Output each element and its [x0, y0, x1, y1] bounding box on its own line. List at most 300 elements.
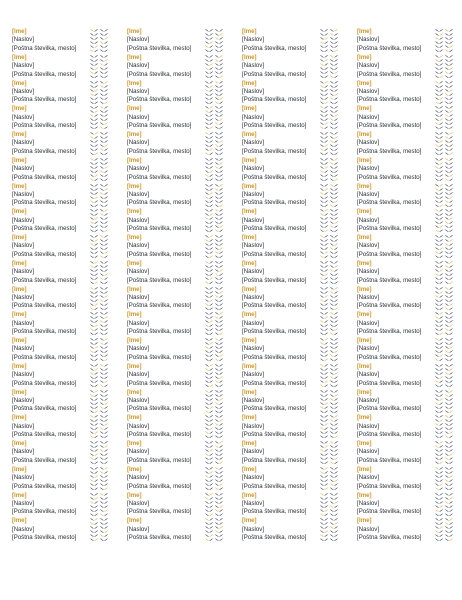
dark-leaf-icon [445, 291, 449, 294]
label-name: [Ime] [12, 491, 27, 499]
dark-leaf-icon [205, 493, 209, 496]
address-label [357, 337, 462, 363]
dark-leaf-icon [90, 269, 94, 272]
dark-leaf-icon [435, 475, 439, 478]
leaf-chevron-pattern-icon [204, 234, 224, 260]
label-city: [Poštna številka, mesto] [127, 353, 192, 361]
dark-leaf-icon [104, 479, 108, 482]
dark-leaf-icon [445, 505, 449, 508]
label-address: [Naslov] [12, 371, 35, 379]
dark-leaf-icon [215, 226, 219, 229]
dark-leaf-icon [209, 71, 213, 74]
label-city: [Poštna številka, mesto] [242, 353, 307, 361]
dark-leaf-icon [435, 93, 439, 96]
dark-leaf-icon [104, 49, 108, 52]
dark-leaf-icon [104, 329, 108, 332]
dark-leaf-icon [330, 390, 334, 393]
dark-leaf-icon [320, 461, 324, 464]
dark-leaf-icon [334, 467, 338, 470]
label-text [12, 337, 92, 362]
leaf-chevron-pattern-icon [204, 389, 224, 415]
gold-leaf-icon [215, 358, 219, 361]
dark-leaf-icon [104, 269, 108, 272]
dark-leaf-icon [209, 376, 213, 379]
dark-leaf-icon [90, 471, 94, 474]
gold-leaf-icon [209, 148, 213, 151]
label-text [127, 466, 207, 491]
dark-leaf-icon [205, 295, 209, 298]
gold-leaf-icon [104, 402, 108, 405]
gold-leaf-icon [209, 449, 213, 452]
gold-leaf-icon [445, 307, 449, 310]
dark-leaf-icon [215, 45, 219, 48]
leaf-chevron-pattern-icon [204, 157, 224, 183]
dark-leaf-icon [219, 123, 223, 126]
dark-leaf-icon [94, 123, 98, 126]
dark-leaf-icon [330, 518, 334, 521]
label-text [127, 414, 207, 439]
gold-leaf-icon [435, 251, 439, 254]
dark-leaf-icon [219, 402, 223, 405]
dark-leaf-icon [324, 539, 328, 542]
gold-leaf-icon [90, 350, 94, 353]
address-label [127, 311, 241, 337]
dark-leaf-icon [445, 316, 449, 319]
label-address: [Naslov] [127, 448, 150, 456]
dark-leaf-icon [334, 483, 338, 486]
dark-leaf-icon [324, 29, 328, 32]
dark-leaf-icon [330, 239, 334, 242]
dark-leaf-icon [209, 509, 213, 512]
label-address: [Naslov] [357, 113, 380, 121]
dark-leaf-icon [439, 329, 443, 332]
dark-leaf-icon [324, 85, 328, 88]
dark-leaf-icon [439, 457, 443, 460]
leaf-chevron-pattern-icon [434, 54, 454, 80]
gold-leaf-icon [449, 239, 453, 242]
gold-leaf-icon [90, 436, 94, 439]
gold-leaf-icon [94, 218, 98, 221]
address-label [242, 105, 356, 131]
dark-leaf-icon [90, 140, 94, 143]
dark-leaf-icon [90, 432, 94, 435]
gold-leaf-icon [104, 251, 108, 254]
dark-leaf-icon [104, 501, 108, 504]
dark-leaf-icon [90, 273, 94, 276]
gold-leaf-icon [330, 162, 334, 165]
dark-leaf-icon [90, 303, 94, 306]
label-name: [Ime] [12, 337, 27, 344]
dark-leaf-icon [445, 110, 449, 113]
dark-leaf-icon [435, 29, 439, 32]
dark-leaf-icon [445, 321, 449, 324]
address-label [357, 105, 462, 131]
label-name: [Ime] [242, 414, 257, 422]
dark-leaf-icon [334, 364, 338, 367]
dark-leaf-icon [205, 33, 209, 36]
address-label [357, 260, 462, 286]
dark-leaf-icon [449, 33, 453, 36]
label-text [357, 286, 437, 311]
dark-leaf-icon [100, 531, 104, 534]
gold-leaf-icon [104, 273, 108, 276]
dark-leaf-icon [104, 303, 108, 306]
leaf-chevron-pattern-icon [89, 286, 109, 312]
dark-leaf-icon [320, 415, 324, 418]
dark-leaf-icon [215, 518, 219, 521]
label-name: [Ime] [12, 105, 27, 113]
gold-leaf-icon [100, 428, 104, 431]
dark-leaf-icon [449, 535, 453, 538]
dark-leaf-icon [90, 170, 94, 173]
dark-leaf-icon [330, 196, 334, 199]
gold-leaf-icon [104, 531, 108, 534]
label-text [357, 183, 437, 208]
label-city: [Poštna številka, mesto] [127, 122, 192, 130]
dark-leaf-icon [209, 329, 213, 332]
dark-leaf-icon [219, 303, 223, 306]
dark-leaf-icon [219, 394, 223, 397]
dark-leaf-icon [324, 132, 328, 135]
gold-leaf-icon [449, 152, 453, 155]
dark-leaf-icon [100, 218, 104, 221]
dark-leaf-icon [445, 33, 449, 36]
dark-leaf-icon [330, 471, 334, 474]
label-text [357, 157, 437, 182]
dark-leaf-icon [94, 200, 98, 203]
dark-leaf-icon [219, 261, 223, 264]
dark-leaf-icon [100, 140, 104, 143]
dark-leaf-icon [215, 162, 219, 165]
gold-leaf-icon [439, 291, 443, 294]
label-text [242, 157, 322, 182]
leaf-chevron-pattern-icon [89, 105, 109, 131]
dark-leaf-icon [334, 358, 338, 361]
label-name: [Ime] [242, 440, 257, 447]
address-label [127, 260, 241, 286]
dark-leaf-icon [90, 342, 94, 345]
dark-leaf-icon [100, 132, 104, 135]
address-label [242, 54, 356, 80]
label-city: [Poštna številka, mesto] [242, 534, 307, 542]
dark-leaf-icon [445, 471, 449, 474]
dark-leaf-icon [324, 449, 328, 452]
dark-leaf-icon [215, 75, 219, 78]
dark-leaf-icon [94, 402, 98, 405]
dark-leaf-icon [449, 269, 453, 272]
gold-leaf-icon [439, 333, 443, 336]
dark-leaf-icon [449, 364, 453, 367]
dark-leaf-icon [100, 467, 104, 470]
dark-leaf-icon [104, 483, 108, 486]
dark-leaf-icon [205, 273, 209, 276]
dark-leaf-icon [334, 81, 338, 84]
dark-leaf-icon [435, 222, 439, 225]
dark-leaf-icon [445, 213, 449, 216]
dark-leaf-icon [90, 445, 94, 448]
dark-leaf-icon [90, 45, 94, 48]
label-text [357, 389, 437, 414]
dark-leaf-icon [334, 527, 338, 530]
dark-leaf-icon [320, 390, 324, 393]
label-text [357, 363, 437, 388]
label-address: [Naslov] [242, 165, 265, 173]
dark-leaf-icon [324, 33, 328, 36]
dark-leaf-icon [439, 106, 443, 109]
dark-leaf-icon [100, 184, 104, 187]
dark-leaf-icon [215, 196, 219, 199]
dark-leaf-icon [90, 89, 94, 92]
dark-leaf-icon [439, 303, 443, 306]
dark-leaf-icon [205, 487, 209, 490]
leaf-chevron-pattern-icon [89, 54, 109, 80]
address-label [127, 492, 241, 518]
dark-leaf-icon [104, 453, 108, 456]
dark-leaf-icon [100, 436, 104, 439]
label-name: [Ime] [127, 311, 142, 319]
dark-leaf-icon [449, 376, 453, 379]
address-label [12, 389, 126, 415]
dark-leaf-icon [334, 291, 338, 294]
dark-leaf-icon [219, 424, 223, 427]
dark-leaf-icon [100, 119, 104, 122]
gold-leaf-icon [324, 209, 328, 212]
dark-leaf-icon [439, 209, 443, 212]
label-text [242, 389, 322, 414]
dark-leaf-icon [439, 218, 443, 221]
dark-leaf-icon [334, 505, 338, 508]
dark-leaf-icon [219, 255, 223, 258]
leaf-chevron-pattern-icon [434, 517, 454, 543]
gold-leaf-icon [94, 475, 98, 478]
dark-leaf-icon [449, 144, 453, 147]
label-name: [Ime] [127, 28, 142, 35]
dark-leaf-icon [435, 321, 439, 324]
gold-leaf-icon [209, 342, 213, 345]
dark-leaf-icon [209, 269, 213, 272]
address-label [242, 157, 356, 183]
address-label [12, 105, 126, 131]
dark-leaf-icon [445, 380, 449, 383]
dark-leaf-icon [435, 97, 439, 100]
dark-leaf-icon [209, 531, 213, 534]
dark-leaf-icon [219, 106, 223, 109]
gold-leaf-icon [330, 33, 334, 36]
label-city: [Poštna številka, mesto] [357, 173, 422, 181]
dark-leaf-icon [94, 63, 98, 66]
dark-leaf-icon [209, 539, 213, 542]
dark-leaf-icon [100, 123, 104, 126]
dark-leaf-icon [445, 410, 449, 413]
label-city: [Poštna številka, mesto] [127, 379, 192, 387]
dark-leaf-icon [205, 394, 209, 397]
dark-leaf-icon [439, 85, 443, 88]
dark-leaf-icon [90, 358, 94, 361]
dark-leaf-icon [219, 321, 223, 324]
gold-leaf-icon [320, 321, 324, 324]
dark-leaf-icon [100, 307, 104, 310]
dark-leaf-icon [104, 67, 108, 70]
dark-leaf-icon [449, 428, 453, 431]
dark-leaf-icon [334, 67, 338, 70]
dark-leaf-icon [439, 265, 443, 268]
dark-leaf-icon [334, 273, 338, 276]
dark-leaf-icon [324, 475, 328, 478]
dark-leaf-icon [320, 152, 324, 155]
dark-leaf-icon [104, 461, 108, 464]
dark-leaf-icon [330, 475, 334, 478]
gold-leaf-icon [205, 346, 209, 349]
dark-leaf-icon [334, 123, 338, 126]
gold-leaf-icon [334, 222, 338, 225]
dark-leaf-icon [324, 162, 328, 165]
dark-leaf-icon [320, 316, 324, 319]
label-name: [Ime] [127, 465, 142, 473]
dark-leaf-icon [330, 497, 334, 500]
dark-leaf-icon [104, 539, 108, 542]
dark-leaf-icon [104, 265, 108, 268]
gold-leaf-icon [215, 531, 219, 534]
label-city: [Poštna številka, mesto] [127, 96, 192, 104]
dark-leaf-icon [334, 312, 338, 315]
dark-leaf-icon [94, 350, 98, 353]
label-city: [Poštna številka, mesto] [242, 508, 307, 516]
label-name: [Ime] [357, 182, 372, 190]
gold-leaf-icon [205, 497, 209, 500]
gold-leaf-icon [90, 501, 94, 504]
dark-leaf-icon [104, 235, 108, 238]
dark-leaf-icon [330, 218, 334, 221]
label-city: [Poštna številka, mesto] [357, 379, 422, 387]
dark-leaf-icon [334, 269, 338, 272]
dark-leaf-icon [320, 75, 324, 78]
dark-leaf-icon [219, 295, 223, 298]
dark-leaf-icon [104, 204, 108, 207]
dark-leaf-icon [219, 93, 223, 96]
label-name: [Ime] [127, 131, 142, 138]
dark-leaf-icon [215, 449, 219, 452]
address-label [357, 311, 462, 337]
dark-leaf-icon [215, 419, 219, 422]
gold-leaf-icon [219, 119, 223, 122]
gold-leaf-icon [215, 251, 219, 254]
gold-leaf-icon [100, 384, 104, 387]
dark-leaf-icon [219, 436, 223, 439]
dark-leaf-icon [445, 140, 449, 143]
dark-leaf-icon [104, 287, 108, 290]
dark-leaf-icon [90, 376, 94, 379]
dark-leaf-icon [439, 338, 443, 341]
dark-leaf-icon [219, 342, 223, 345]
dark-leaf-icon [215, 346, 219, 349]
dark-leaf-icon [94, 342, 98, 345]
dark-leaf-icon [215, 106, 219, 109]
gold-leaf-icon [209, 127, 213, 130]
dark-leaf-icon [205, 166, 209, 169]
gold-leaf-icon [94, 196, 98, 199]
dark-leaf-icon [215, 325, 219, 328]
dark-leaf-icon [445, 261, 449, 264]
address-label [357, 286, 462, 312]
dark-leaf-icon [205, 445, 209, 448]
label-name: [Ime] [357, 311, 372, 319]
gold-leaf-icon [215, 209, 219, 212]
dark-leaf-icon [90, 505, 94, 508]
dark-leaf-icon [209, 281, 213, 284]
label-name: [Ime] [12, 79, 27, 87]
gold-leaf-icon [94, 325, 98, 328]
dark-leaf-icon [100, 325, 104, 328]
gold-leaf-icon [449, 539, 453, 542]
dark-leaf-icon [209, 222, 213, 225]
gold-leaf-icon [219, 162, 223, 165]
dark-leaf-icon [320, 119, 324, 122]
dark-leaf-icon [334, 281, 338, 284]
dark-leaf-icon [215, 170, 219, 173]
label-address: [Naslov] [242, 345, 265, 353]
gold-leaf-icon [334, 350, 338, 353]
dark-leaf-icon [320, 518, 324, 521]
address-label [12, 208, 126, 234]
dark-leaf-icon [219, 449, 223, 452]
dark-leaf-icon [219, 287, 223, 290]
dark-leaf-icon [90, 449, 94, 452]
dark-leaf-icon [435, 67, 439, 70]
label-city: [Poštna številka, mesto] [12, 44, 77, 52]
dark-leaf-icon [320, 115, 324, 118]
dark-leaf-icon [330, 132, 334, 135]
dark-leaf-icon [94, 505, 98, 508]
label-city: [Poštna številka, mesto] [242, 405, 307, 413]
dark-leaf-icon [334, 376, 338, 379]
dark-leaf-icon [100, 368, 104, 371]
dark-leaf-icon [100, 479, 104, 482]
label-city: [Poštna številka, mesto] [242, 482, 307, 490]
gold-leaf-icon [205, 218, 209, 221]
dark-leaf-icon [94, 140, 98, 143]
gold-leaf-icon [324, 166, 328, 169]
dark-leaf-icon [205, 222, 209, 225]
gold-leaf-icon [334, 479, 338, 482]
dark-leaf-icon [205, 59, 209, 62]
dark-leaf-icon [324, 239, 328, 242]
dark-leaf-icon [104, 196, 108, 199]
label-city: [Poštna številka, mesto] [357, 328, 422, 336]
dark-leaf-icon [439, 81, 443, 84]
dark-leaf-icon [219, 170, 223, 173]
gold-leaf-icon [445, 329, 449, 332]
address-label [127, 183, 241, 209]
dark-leaf-icon [90, 461, 94, 464]
dark-leaf-icon [445, 119, 449, 122]
dark-leaf-icon [94, 527, 98, 530]
dark-leaf-icon [94, 178, 98, 181]
dark-leaf-icon [90, 410, 94, 413]
dark-leaf-icon [100, 453, 104, 456]
dark-leaf-icon [219, 493, 223, 496]
leaf-chevron-pattern-icon [434, 466, 454, 492]
dark-leaf-icon [334, 321, 338, 324]
dark-leaf-icon [94, 479, 98, 482]
dark-leaf-icon [205, 251, 209, 254]
dark-leaf-icon [209, 97, 213, 100]
gold-leaf-icon [439, 184, 443, 187]
dark-leaf-icon [94, 461, 98, 464]
gold-leaf-icon [445, 436, 449, 439]
dark-leaf-icon [215, 136, 219, 139]
dark-leaf-icon [324, 518, 328, 521]
address-label [242, 466, 356, 492]
